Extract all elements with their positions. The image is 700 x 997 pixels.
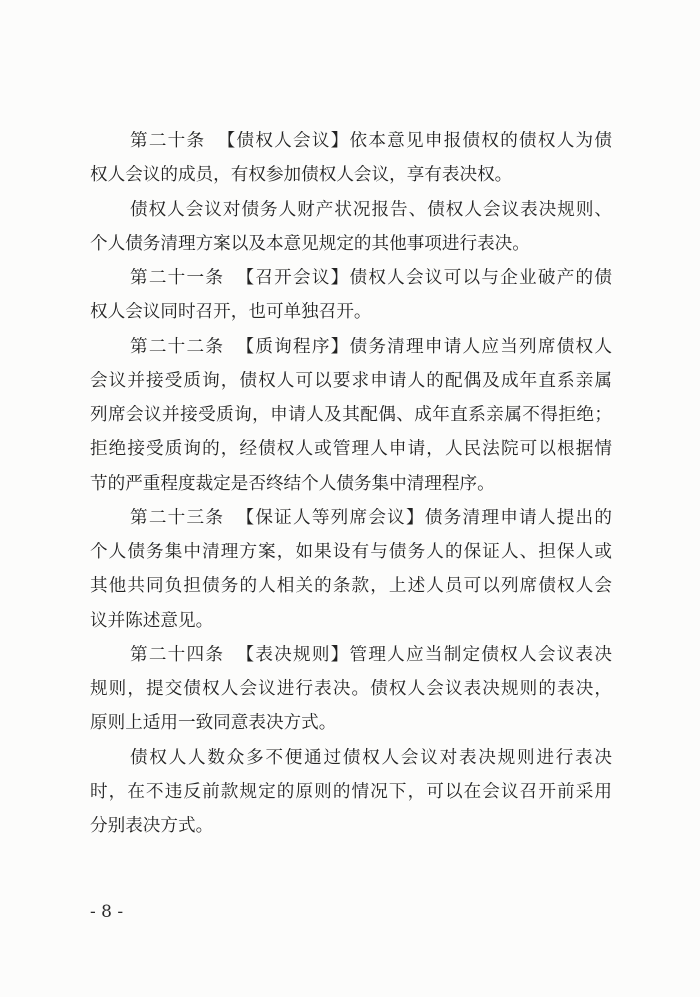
text-line: 会议并接受质询，债权人可以要求申请人的配偶及成年直系亲属	[90, 370, 612, 391]
text-line: 个人债务清理方案以及本意见规定的其他事项进行表决。	[90, 233, 530, 254]
text-line: 债权人人数众多不便通过债权人会议对表决规则进行表决	[130, 747, 612, 768]
article-number: 第二十三条	[130, 507, 225, 528]
text-line	[90, 501, 612, 535]
article-heading: 【召开会议】	[236, 268, 350, 288]
article-heading: 【保证人等列席会议】	[236, 507, 425, 528]
text-line: 规则，提交债权人会议进行表决。债权人会议表决规则的表决，	[90, 679, 612, 699]
article-number: 第二十条	[130, 131, 206, 151]
text-line: 拒绝接受质询的，经债权人或管理人申请，人民法院可以根据情	[90, 439, 612, 460]
line-text: 债务清理申请人应当列席债权人	[349, 336, 612, 357]
article-paragraph	[90, 124, 612, 193]
text-line: 债权人会议对债务人财产状况报告、债权人会议表决规则、	[130, 199, 612, 220]
article-paragraph	[90, 501, 612, 638]
line-text: 债务清理申请人提出的	[424, 507, 612, 528]
article-paragraph	[90, 261, 612, 330]
text-line	[90, 261, 612, 295]
line-text: 依本意见申报债权的债权人为债	[349, 131, 612, 151]
text-line: 个人债务集中清理方案，如果设有与债务人的保证人、担保人或	[90, 542, 612, 562]
text-line: 原则上适用一致同意表决方式。	[90, 713, 337, 734]
line-text: 债权人会议可以与企业破产的债	[349, 268, 612, 288]
body-paragraph	[90, 193, 612, 262]
text-line: 列席会议并接受质询，申请人及其配偶、成年直系亲属不得拒绝；	[90, 405, 612, 425]
article-number: 第二十一条	[130, 268, 225, 288]
text-line: 权人会议同时召开，也可单独召开。	[90, 302, 372, 323]
page-number: - 8 -	[90, 902, 124, 922]
text-line: 分别表决方式。	[90, 816, 214, 836]
article-number: 第二十四条	[130, 644, 225, 665]
text-line	[90, 638, 612, 672]
article-number: 第二十二条	[130, 336, 225, 357]
article-heading: 【表决规则】	[236, 644, 350, 665]
text-line	[90, 330, 612, 364]
body-paragraph	[90, 741, 612, 844]
text-line: 其他共同负担债务的人相关的条款，上述人员可以列席债权人会	[90, 576, 612, 597]
article-paragraph	[90, 638, 612, 741]
text-line: 议并陈述意见。	[90, 610, 214, 631]
article-paragraph	[90, 330, 612, 501]
line-text: 管理人应当制定债权人会议表决	[349, 644, 612, 665]
text-line: 权人会议的成员，有权参加债权人会议，享有表决权。	[90, 165, 513, 186]
text-line: 时，在不违反前款规定的原则的情况下，可以在会议召开前采用	[90, 781, 612, 802]
article-heading: 【债权人会议】	[217, 131, 350, 151]
document-body	[90, 124, 612, 843]
text-line	[90, 124, 612, 158]
text-line: 节的严重程度裁定是否终结个人债务集中清理程序。	[90, 473, 495, 494]
article-heading: 【质询程序】	[236, 336, 350, 357]
